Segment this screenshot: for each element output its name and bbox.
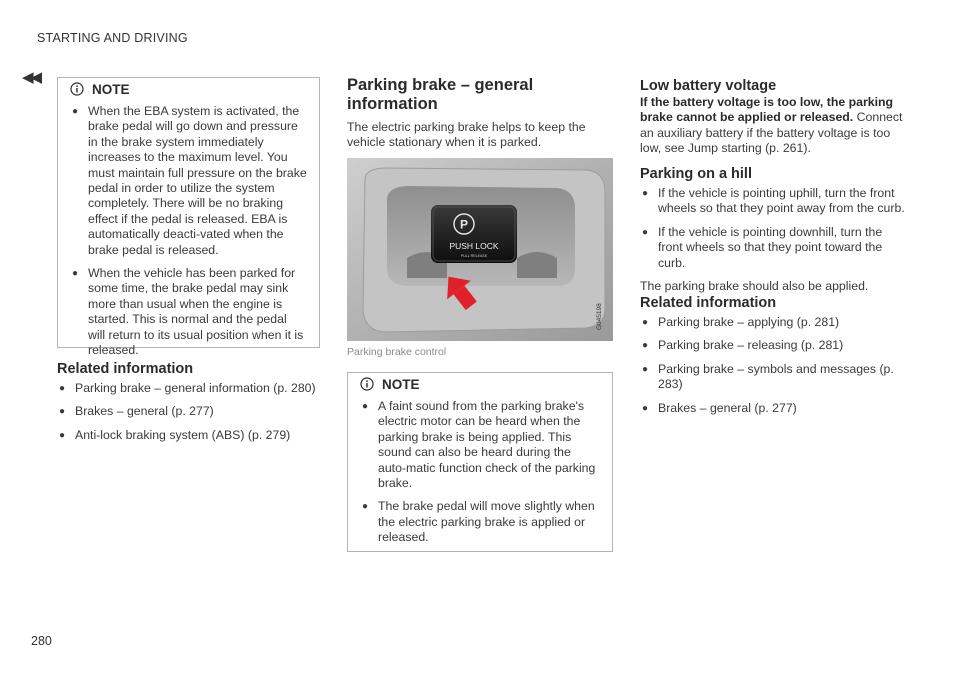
related-link[interactable]: ● Brakes – general (p. 277) bbox=[59, 404, 214, 419]
note-label: NOTE bbox=[92, 81, 130, 97]
parking-hill-title: Parking on a hill bbox=[640, 166, 752, 182]
parking-hill-section bbox=[640, 166, 908, 294]
page-number: 280 bbox=[31, 634, 52, 648]
low-battery-section bbox=[640, 78, 908, 157]
figure-caption: Parking brake control bbox=[347, 346, 447, 358]
list-item: ● When the vehicle has been parked for some time, the brake pedal may sink more than usual when the engine is started. This is normal and the pedal will return to its usual position when it is released. bbox=[72, 266, 304, 358]
related-info-title: Related information bbox=[57, 361, 194, 377]
info-icon bbox=[70, 82, 84, 96]
hill-after-text: The parking brake should also be applied. bbox=[640, 279, 869, 294]
intro-text: The electric parking brake helps to keep the vehicle stationary when it is parked. bbox=[347, 120, 586, 150]
related-link[interactable]: ● Parking brake – general information (p. 280) bbox=[59, 381, 316, 395]
low-battery-title: Low battery voltage bbox=[640, 78, 777, 94]
list-item: ● If the vehicle is pointing uphill, turn the front wheels so that they point away from the curb. bbox=[642, 186, 905, 216]
related-info-title: Related information bbox=[640, 295, 777, 311]
related-list bbox=[640, 315, 908, 416]
note-header bbox=[360, 373, 600, 395]
list-item: ● If the vehicle is pointing downhill, turn the front wheels so that they point toward the curb. bbox=[642, 224, 883, 270]
list-item: ● The brake pedal will move slightly when the electric parking brake is applied or released. bbox=[362, 499, 595, 545]
related-info-3 bbox=[640, 295, 908, 424]
related-info-1 bbox=[57, 361, 320, 451]
related-list bbox=[57, 381, 320, 443]
parking-brake-photo bbox=[347, 158, 613, 341]
figure-code: G045198 bbox=[596, 303, 603, 330]
push-lock-label: PUSH LOCK bbox=[449, 241, 499, 251]
svg-text:P: P bbox=[459, 217, 469, 232]
parking-brake-illustration bbox=[347, 158, 613, 341]
related-link[interactable]: ● Parking brake – symbols and messages (p. 283) bbox=[642, 361, 894, 392]
note-box-1 bbox=[57, 77, 320, 358]
hill-list bbox=[640, 186, 908, 271]
note-list bbox=[360, 399, 600, 546]
list-item: ● A faint sound from the parking brake's electric motor can be heard when the parking brake is being applied. This sound can also be heard during the auto-matic function check of the parking brake. bbox=[362, 399, 596, 491]
page-title: Parking brake – general information bbox=[347, 76, 534, 113]
related-link[interactable]: ● Parking brake – applying (p. 281) bbox=[642, 315, 840, 329]
related-link[interactable]: ● Parking brake – releasing (p. 281) bbox=[642, 338, 844, 353]
note-list bbox=[70, 104, 307, 359]
related-link[interactable]: ● Brakes – general (p. 277) bbox=[642, 400, 797, 415]
note-box-2 bbox=[347, 372, 613, 552]
section-title: STARTING AND DRIVING bbox=[37, 31, 188, 45]
info-icon bbox=[360, 377, 374, 391]
note-header bbox=[70, 78, 307, 100]
low-battery-text: If the battery voltage is too low, the parking brake cannot be applied or released. Connect an auxiliary battery if the battery voltage is too low, see Jump starting (p. 261). bbox=[640, 95, 903, 156]
back-arrows-icon[interactable]: ◀◀ bbox=[22, 69, 40, 86]
related-link[interactable]: ● Anti-lock braking system (ABS) (p. 279) bbox=[59, 427, 291, 442]
note-label: NOTE bbox=[382, 376, 420, 392]
list-item: ● When the EBA system is activated, the brake pedal will go down and pressure in the brake system immediately increases to the maximum level. You must maintain full pressure on the brake pedal in order to utilize the system completely. There will be no braking effect if the pedal is released. EBA is automatically deacti-vated when the brake pedal is released. bbox=[72, 104, 307, 257]
pull-release-label: PULL RELEASE bbox=[460, 254, 488, 258]
